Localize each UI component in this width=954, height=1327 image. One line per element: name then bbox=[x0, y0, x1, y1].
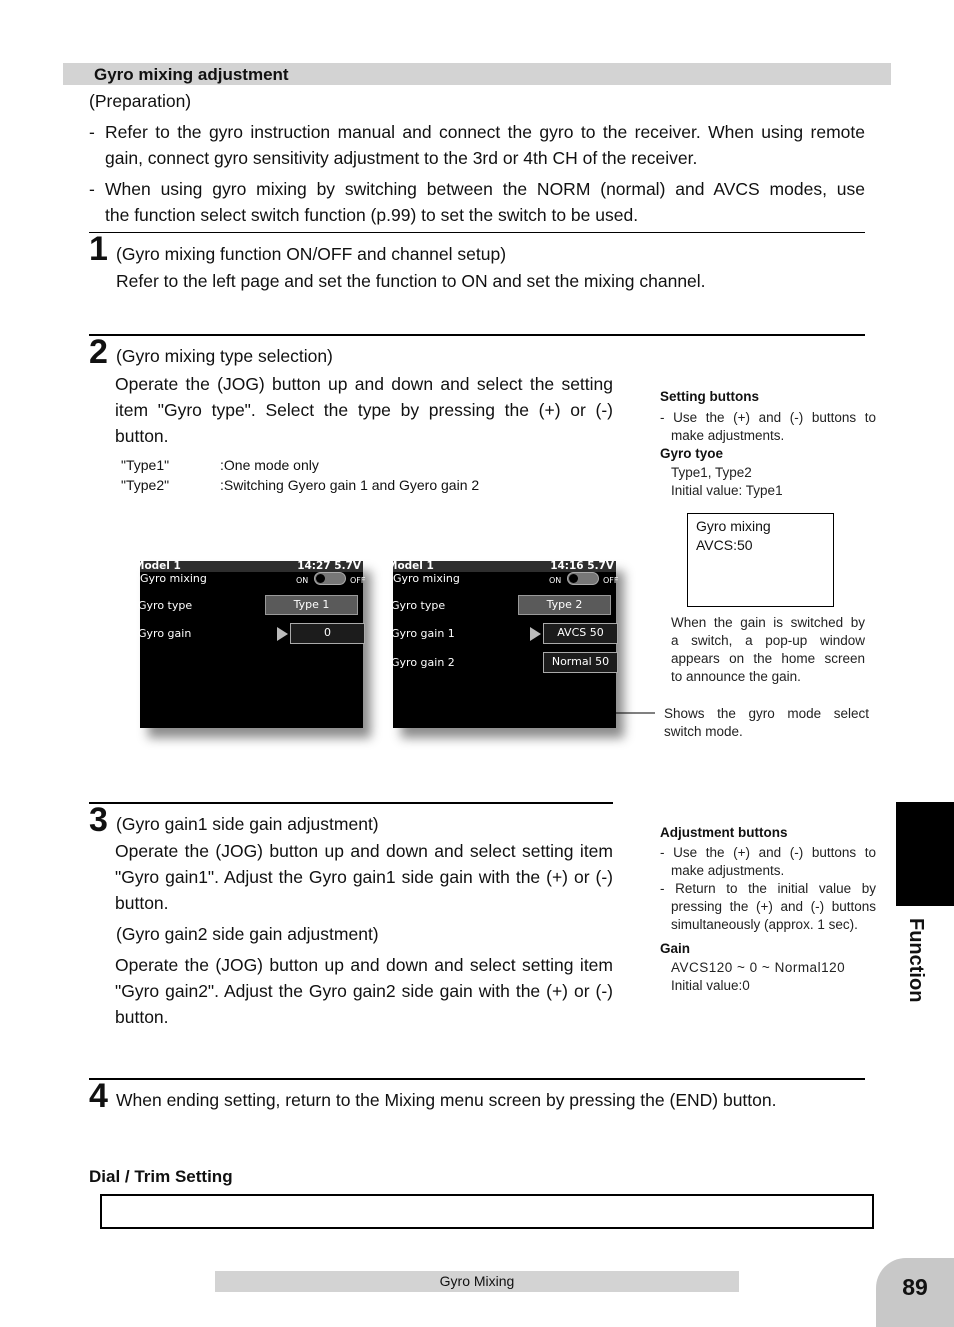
adj-line5: simultaneously (approx. 1 sec). bbox=[671, 917, 858, 932]
step2-text: Operate the (JOG) button up and down and select the setting item "Gyro type". Select the type by pressing the (+) or (-) button. bbox=[115, 374, 613, 446]
screen2-on-label: ON bbox=[549, 576, 562, 585]
setting-buttons-title: Setting buttons bbox=[660, 389, 759, 404]
popup-line1: Gyro mixing bbox=[696, 518, 771, 534]
gain-title: Gain bbox=[660, 941, 691, 956]
prep-bullet-dash-2: - bbox=[89, 179, 95, 199]
adj-line4: pressing the (+) and (-) buttons bbox=[671, 899, 876, 914]
adj-line3: - Return to the initial value by bbox=[660, 881, 876, 896]
step3-rule bbox=[89, 802, 613, 804]
screen2-toggle[interactable] bbox=[567, 572, 599, 585]
step4-number: 4 bbox=[89, 1077, 108, 1115]
step1-heading: (Gyro mixing function ON/OFF and channel setup) bbox=[116, 244, 507, 264]
step3-text1: Operate the (JOG) button up and down and select setting item "Gyro gain1". Adjust the Gyro gain1 side gain with the (+) or (-) button. bbox=[115, 841, 613, 913]
step1-number: 1 bbox=[89, 230, 108, 268]
screen2-row2-label: Gyro gain 1 bbox=[391, 627, 455, 640]
step2-number: 2 bbox=[89, 333, 108, 371]
callout-line1: Shows the gyro mode select bbox=[664, 706, 869, 721]
screen2-selector-arrow-icon bbox=[530, 627, 541, 641]
gain-range: AVCS120 ~ 0 ~ Normal120 bbox=[671, 960, 846, 975]
screen1-model: Model 1 bbox=[134, 560, 181, 572]
note-line3: appears on the home screen bbox=[671, 651, 865, 666]
popup-line2: AVCS:50 bbox=[696, 537, 753, 553]
screen1-status-bar bbox=[134, 560, 363, 572]
screen1-title: Gyro mixing bbox=[140, 572, 207, 585]
adj-line2: make adjustments. bbox=[671, 863, 785, 878]
screen1-row2-label: Gyro gain bbox=[138, 627, 192, 640]
gyro-type-line2: Initial value: Type1 bbox=[671, 483, 783, 498]
prep-bullet-1-line2: gain, connect gyro sensitivity adjustment to the 3rd or 4th CH of the receiver. bbox=[105, 148, 698, 168]
type1-name: "Type1" bbox=[121, 457, 170, 473]
prep-bullet-2-line1: When using gyro mixing by switching between the NORM (normal) and AVCS modes, use bbox=[105, 179, 865, 199]
step4-rule bbox=[89, 1078, 865, 1080]
step2-heading: (Gyro mixing type selection) bbox=[116, 346, 333, 366]
side-notes-setting bbox=[660, 388, 876, 500]
side-tab-block bbox=[896, 802, 954, 906]
step3-heading1: (Gyro gain1 side gain adjustment) bbox=[116, 814, 379, 834]
screen1-row1-label: Gyro type bbox=[138, 599, 193, 612]
type2-name: "Type2" bbox=[121, 477, 170, 493]
adjustment-buttons-title: Adjustment buttons bbox=[660, 825, 788, 840]
screen1-off-label: OFF bbox=[350, 576, 366, 585]
screen-type1 bbox=[134, 560, 366, 728]
adj-line1: - Use the (+) and (-) buttons to bbox=[660, 845, 876, 860]
prep-bullet-dash-1: - bbox=[89, 122, 95, 142]
dial-trim-title: Dial / Trim Setting bbox=[89, 1167, 233, 1186]
callout-line bbox=[530, 640, 660, 720]
screen2-gain2-button[interactable]: Normal 50 bbox=[543, 652, 618, 673]
screen2-off-label: OFF bbox=[603, 576, 619, 585]
screen2-gain1-button[interactable]: AVCS 50 bbox=[543, 623, 618, 644]
note-line2: a switch, a pop-up window bbox=[671, 633, 865, 648]
note-line4: to announce the gain. bbox=[671, 669, 801, 684]
footer-label: Gyro Mixing bbox=[215, 1271, 739, 1292]
callout-text bbox=[664, 705, 869, 741]
screen2-title: Gyro mixing bbox=[393, 572, 460, 585]
dial-trim-box bbox=[100, 1194, 874, 1229]
screen2-status-bar bbox=[387, 560, 616, 572]
step3-heading2: (Gyro gain2 side gain adjustment) bbox=[116, 924, 379, 944]
prep-bullet-1-line1: Refer to the gyro instruction manual and connect the gyro to the receiver. When using remote bbox=[105, 122, 865, 142]
side-notes-adjustment bbox=[660, 824, 876, 995]
gyro-type-line1: Type1, Type2 bbox=[671, 465, 752, 480]
screen1-status: 14:27 5.7V bbox=[297, 560, 361, 572]
page-number: 89 bbox=[876, 1258, 954, 1327]
screen1-selector-arrow-icon bbox=[277, 627, 288, 641]
screen1-toggle[interactable] bbox=[314, 572, 346, 585]
step2-rule bbox=[89, 334, 865, 336]
gain-popup-window bbox=[687, 513, 834, 607]
note-line1: When the gain is switched by bbox=[671, 615, 865, 630]
screen1-on-label: ON bbox=[296, 576, 309, 585]
preparation-label: (Preparation) bbox=[89, 91, 192, 111]
gyro-type-title: Gyro tyoe bbox=[660, 446, 724, 461]
screen2-type-button[interactable]: Type 2 bbox=[518, 595, 611, 615]
setting-note-line2: make adjustments. bbox=[671, 428, 785, 443]
section-title: Gyro mixing adjustment bbox=[94, 65, 289, 84]
gain-initial: Initial value:0 bbox=[671, 978, 750, 993]
type2-desc: :Switching Gyero gain 1 and Gyero gain 2 bbox=[220, 477, 480, 493]
gain-popup-note bbox=[671, 614, 865, 686]
step4-text: When ending setting, return to the Mixing menu screen by pressing the (END) button. bbox=[116, 1090, 777, 1110]
step3-number: 3 bbox=[89, 801, 108, 839]
prep-bullet-2-line2: the function select switch function (p.99) to set the switch to be used. bbox=[105, 205, 639, 225]
setting-note-line1: - Use the (+) and (-) buttons to bbox=[660, 410, 876, 425]
screen1-type-button[interactable]: Type 1 bbox=[265, 595, 358, 615]
screen2-row1-label: Gyro type bbox=[391, 599, 446, 612]
step1-rule bbox=[89, 232, 865, 233]
step1-text: Refer to the left page and set the function to ON and set the mixing channel. bbox=[116, 271, 706, 291]
screen1-gain-button[interactable]: 0 bbox=[290, 623, 365, 644]
screen2-status: 14:16 5.7V bbox=[550, 560, 614, 572]
step3-text2: Operate the (JOG) button up and down and select setting item "Gyro gain2". Adjust the Gyro gain2 side gain with the (+) or (-) button. bbox=[115, 955, 613, 1027]
side-tab-label: Function bbox=[905, 918, 927, 1003]
type1-desc: :One mode only bbox=[220, 457, 319, 473]
callout-line2: switch mode. bbox=[664, 724, 743, 739]
screen2-row3-label: Gyro gain 2 bbox=[391, 656, 455, 669]
screen2-model: Model 1 bbox=[387, 560, 434, 572]
